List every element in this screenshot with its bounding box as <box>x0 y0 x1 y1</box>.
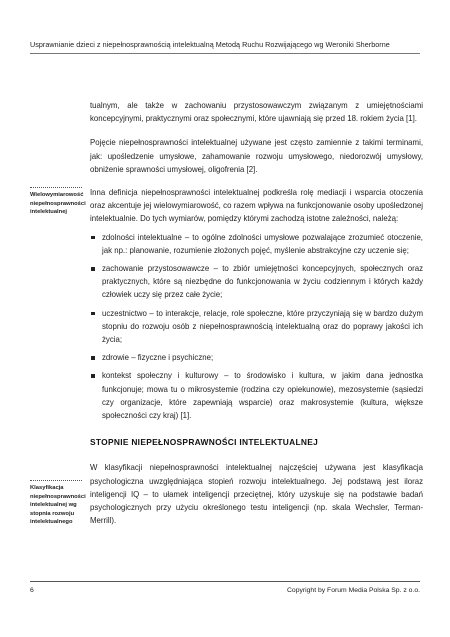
list-item: zdrowie – fizyczne i psychiczne; <box>90 351 423 364</box>
page-number: 6 <box>30 587 34 594</box>
margin-note-multidimensionality: Wielowymiarowość niepełnosprawności intelektualnej <box>30 187 82 217</box>
bullet-icon <box>91 312 95 316</box>
list-item: zdolności intelektualne – to ogólne zdolności umysłowe pozwalające zrozumieć otoczenie, jak np.: planowanie, rozumienie złożonych pojęć, myślenie abstrakcyjne czy uczenie się; <box>90 231 423 257</box>
paragraph: Pojęcie niepełnosprawności intelektualnej używane jest często zamiennie z takimi terminami, jak: upośledzenie umysłowe, zahamowanie rozwoju umysłowego, niedorozwój umysłowy, obniżenie sprawności umysłowej, oligofrenia [2]. <box>90 138 423 174</box>
section-heading: STOPNIE NIEPEŁNOSPRAWNOŚCI INTELEKTUALNEJ <box>90 437 319 448</box>
bullet-icon <box>91 374 95 378</box>
bullet-icon <box>91 267 95 271</box>
running-header <box>30 40 420 54</box>
list-item: uczestnictwo – to interakcje, relacje, role społeczne, które przyczyniają się w bardzo dużym stopniu do rozwoju osób z niepełnosprawnością intelektualną oraz do poprawy jakości ich życia; <box>90 307 423 347</box>
paragraph: Inna definicja niepełnosprawności intelektualnej podkreśla rolę mediacji i wsparcia otoczenia oraz akcentuje jej wielowymiarowość, co razem wpływa na funkcjonowanie osoby upośledzonej intelektualnie. Do tych wymiarów, pomiędzy którymi zachodzą istotne zależności, należą: <box>90 188 423 224</box>
list-item: kontekst społeczny i kulturowy – to środowisko i kultura, w jakim dana jednostka funkcjonuje; mowa tu o mikrosystemie (rodzina czy opiekunowie), mezosystemie (sąsiedzi czy organizacje, które zapewniają wsparcie) oraz makrosystemie (kultura, większe społeczności czy kraj) [1]. <box>90 369 423 422</box>
dimensions-list <box>90 231 423 423</box>
list-item: zachowanie przystosowawcze – to zbiór umiejętności koncepcyjnych, społecznych oraz praktycznych, które są niezbędne do funkcjonowania w życiu codziennym i których każdy człowiek uczy się przez całe życie; <box>90 262 423 302</box>
copyright-notice: Copyright by Forum Media Polska Sp. z o.o. <box>287 587 420 594</box>
running-title: Usprawnianie dzieci z niepełnosprawnością intelektualną Metodą Ruchu Rozwijającego wg Weroniki Sherborne <box>30 40 390 49</box>
bullet-icon <box>91 356 95 360</box>
paragraph: W klasyfikacji niepełnosprawności intelektualnej najczęściej używana jest klasyfikacja psychologiczna uwzględniająca stopień rozwoju intelektualnego. Jej podstawą jest iloraz inteligencji IQ – to ułamek inteligencji przeciętnej, który uzyskuje się na podstawie badań psychologicznych przy użyciu określonego testu inteligencji (np. skala Wechsler, Terman-Merrill). <box>90 463 423 526</box>
page-footer <box>30 581 420 594</box>
paragraph: tualnym, ale także w zachowaniu przystosowawczym związanym z umiejętnościami koncepcyjnymi, praktycznymi oraz społecznymi, które ujawniają się przed 18. rokiem życia [1]. <box>90 101 423 124</box>
bullet-icon <box>91 236 95 240</box>
main-text-column <box>90 99 423 527</box>
margin-note-classification: Klasyfikacja niepełnosprawności intelektualnej wg stopnia rozwoju intelektualnego <box>30 480 82 527</box>
